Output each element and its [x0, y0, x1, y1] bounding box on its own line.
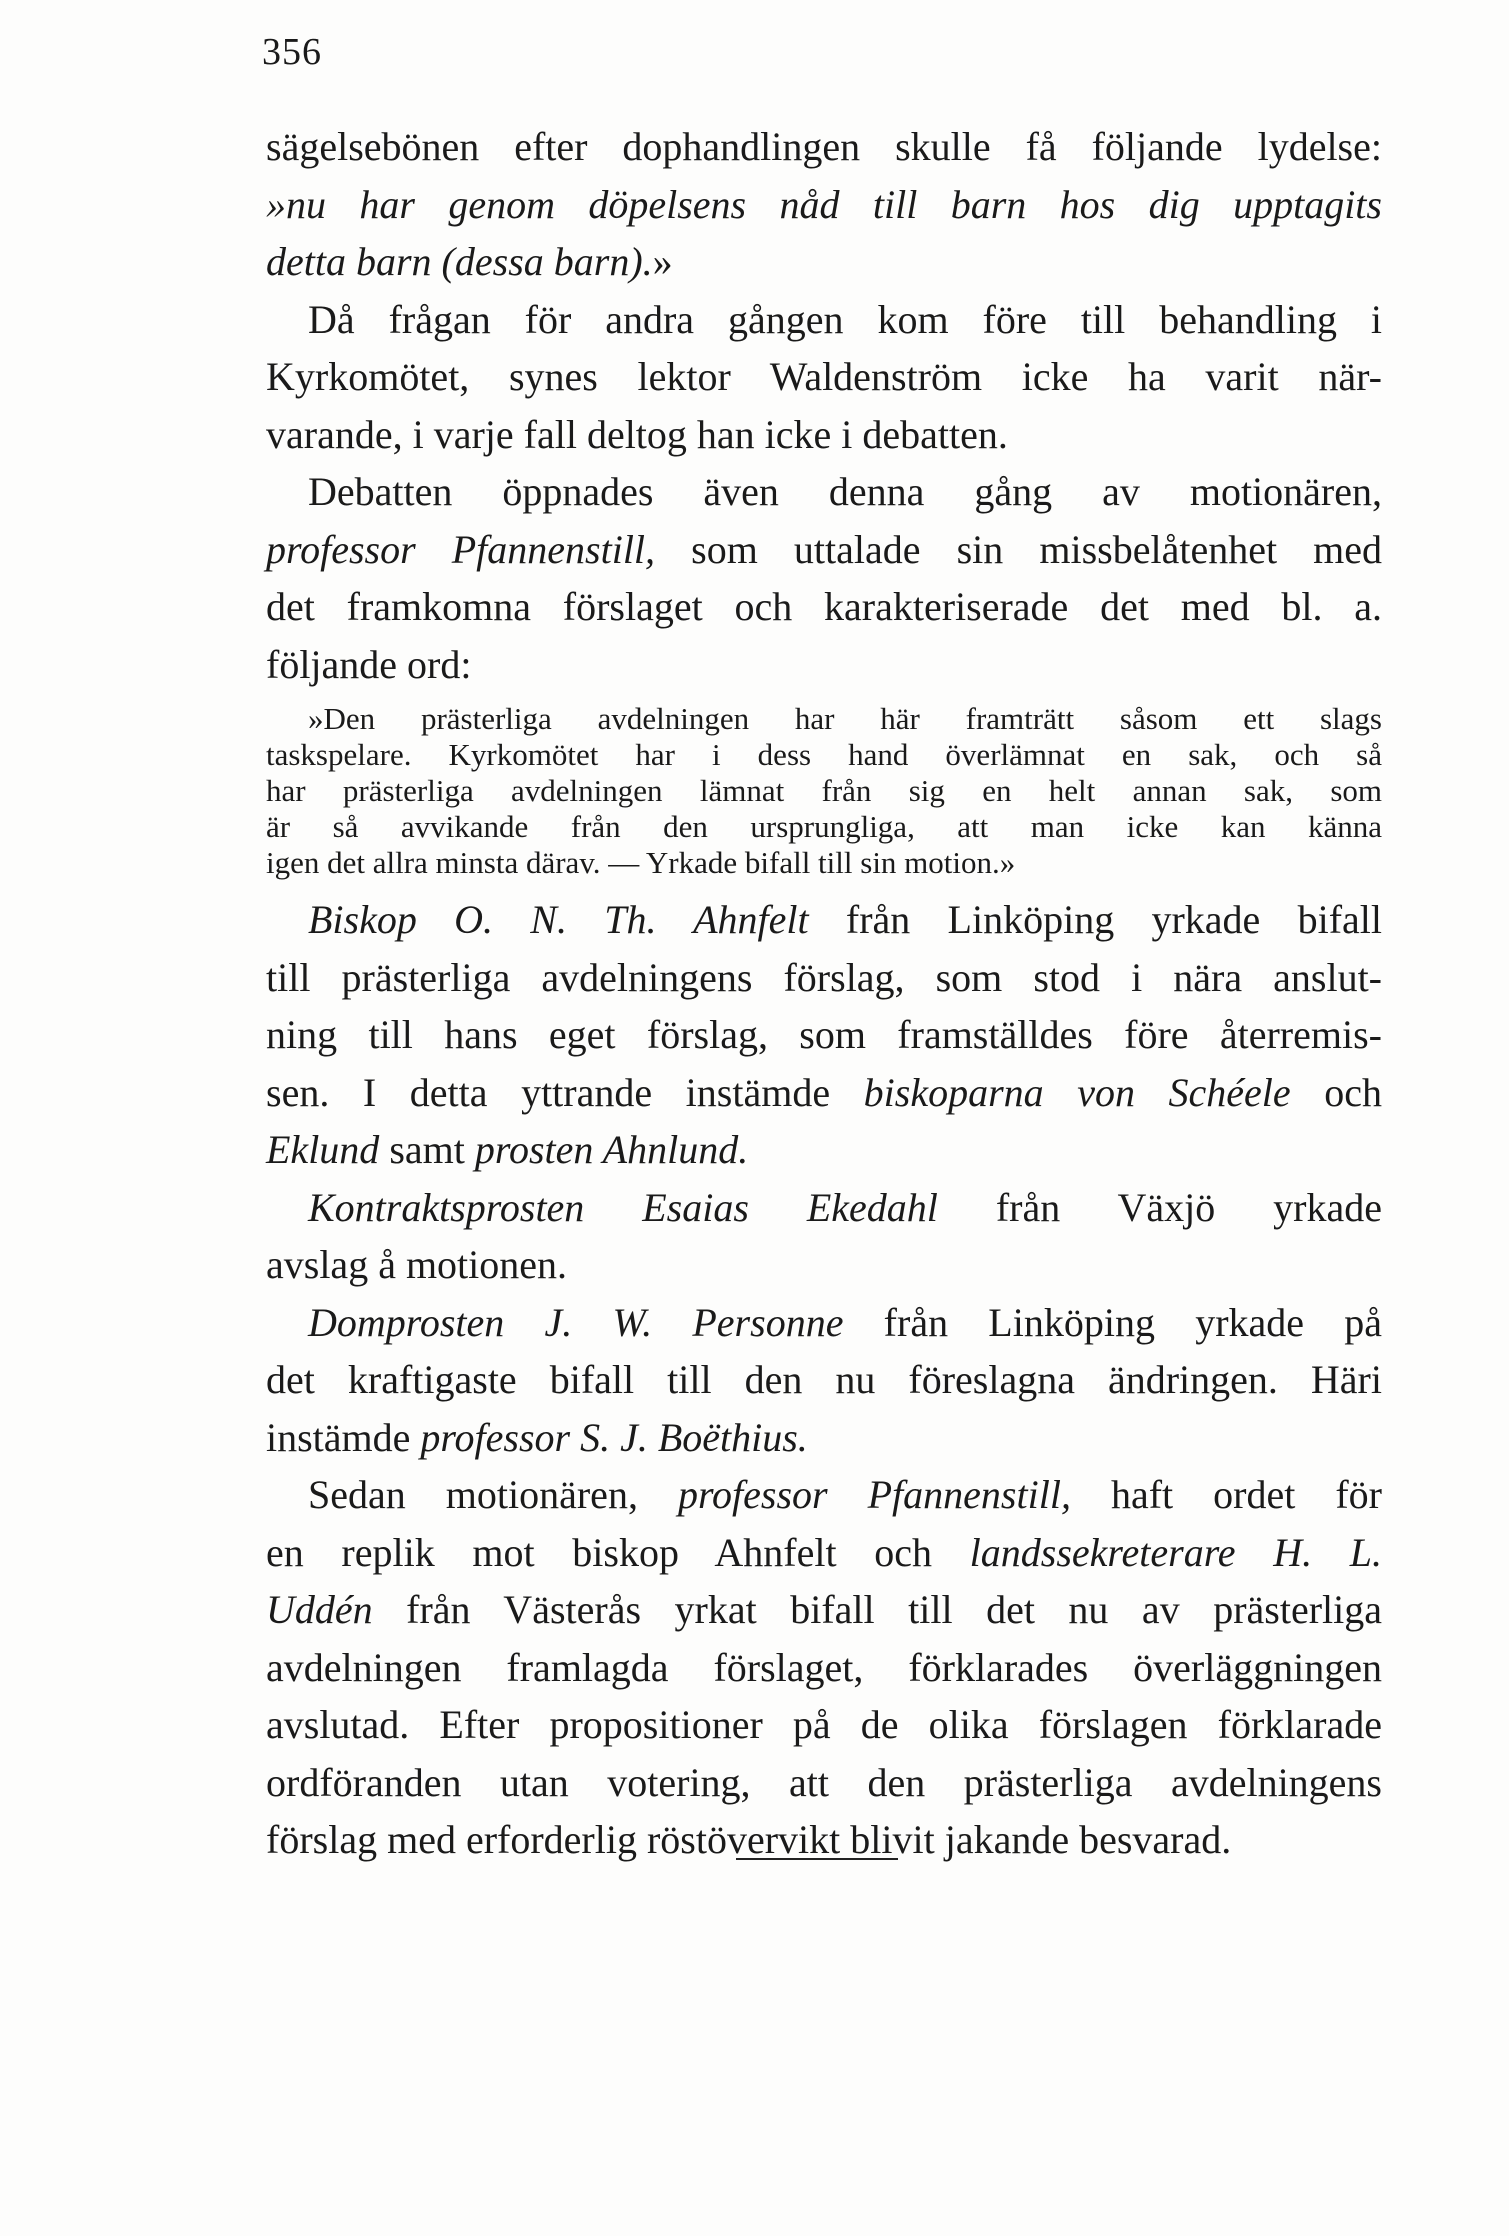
paragraphs-bottom — [266, 891, 1382, 1869]
italic-text: Domprosten J. W. Personne — [308, 1299, 844, 1345]
text-run: och — [1290, 1069, 1382, 1115]
text-run: Då frågan för andra gången kom före till behandling i — [308, 296, 1382, 342]
body-text — [266, 118, 1382, 1869]
quote-line: taskspelare. Kyrkomötet har i dess hand överlämnat en sak, och så — [266, 737, 1382, 772]
text-line — [266, 1294, 1382, 1352]
italic-text: detta barn (dessa barn). — [266, 239, 653, 284]
text-run: från Linköping yrkade bifall — [808, 897, 1382, 942]
italic-text: professor S. J. Boëthius. — [420, 1414, 808, 1460]
text-run: en replik mot biskop Ahnfelt och — [266, 1529, 970, 1575]
text-line — [266, 118, 1382, 176]
section-divider — [736, 1858, 898, 1860]
text-run: förslag med erforderlig röstövervikt blivit jakande besvarad. — [266, 1817, 1232, 1862]
text-line — [266, 1179, 1382, 1237]
text-line — [266, 348, 1382, 406]
italic-text: Biskop O. N. Th. Ahnfelt — [308, 897, 809, 942]
text-run: Sedan motionären, — [308, 1472, 678, 1517]
italic-text: landssekreterare H. L. — [969, 1529, 1382, 1575]
text-run: » — [652, 239, 673, 284]
text-run: ordföranden utan votering, att den prästerliga avdelningens — [266, 1759, 1382, 1805]
text-run: som uttalade sin missbelåtenhet med — [655, 526, 1383, 572]
quote-line: igen det allra minsta därav. — Yrkade bifall till sin motion.» — [266, 845, 1016, 880]
text-run: samt — [379, 1127, 475, 1172]
text-run: sen. I detta yttrande instämde — [266, 1069, 864, 1115]
italic-text: professor Pfannenstill, — [677, 1472, 1071, 1517]
text-run: ning till hans eget förslag, som framställdes före återremis- — [266, 1012, 1382, 1057]
text-line — [266, 1754, 1382, 1812]
text-line — [266, 949, 1382, 1007]
text-run: från Linköping yrkade på — [843, 1299, 1383, 1345]
text-line — [266, 406, 1382, 464]
text-line — [266, 176, 1382, 234]
paragraphs-top — [266, 118, 1382, 693]
text-line — [266, 1236, 1382, 1294]
text-run: det framkomna förslaget och karakteriserade det med bl. a. — [266, 584, 1382, 629]
text-line — [266, 521, 1382, 579]
quote-line: är så avvikande från den ursprungliga, att man icke kan känna — [266, 809, 1382, 844]
text-run: avslag å motionen. — [266, 1242, 568, 1287]
text-run: avslutad. Efter propositioner på de olika förslagen förklarade — [266, 1702, 1382, 1747]
text-line — [266, 1639, 1382, 1697]
text-line — [266, 578, 1382, 636]
text-run: Debatten öppnades även denna gång av motionären, — [308, 469, 1382, 514]
italic-text: biskoparna von Schéele — [863, 1069, 1291, 1115]
text-run: sägelsebönen efter dophandlingen skulle få följande lydelse: — [266, 124, 1382, 169]
text-run: från Växjö yrkade — [937, 1184, 1382, 1230]
text-run: från Västerås yrkat bifall till det nu av prästerliga — [372, 1587, 1382, 1632]
text-line — [266, 1466, 1382, 1524]
italic-text: prosten Ahnlund. — [474, 1127, 749, 1172]
text-run: varande, i varje fall deltog han icke i debatten. — [266, 411, 1008, 457]
text-line — [266, 1351, 1382, 1409]
text-line — [266, 233, 1382, 291]
text-line — [266, 291, 1382, 349]
text-run: till prästerliga avdelningens förslag, som stod i nära anslut- — [266, 954, 1382, 1000]
text-line — [266, 1581, 1382, 1639]
text-run: Kyrkomötet, synes lektor Waldenström icke ha varit när- — [266, 354, 1382, 399]
block-quote — [266, 701, 1382, 881]
italic-text: Eklund — [266, 1127, 380, 1172]
text-run: följande ord: — [266, 641, 472, 687]
italic-text: Uddén — [266, 1587, 373, 1632]
italic-text: Kontraktsprosten Esaias Ekedahl — [308, 1184, 938, 1230]
text-line — [266, 1121, 1382, 1179]
italic-text: professor Pfannenstill, — [266, 526, 656, 572]
text-run: avdelningen framlagda förslaget, förklarades överläggningen — [266, 1644, 1382, 1690]
text-line — [266, 1524, 1382, 1582]
quote-line: har prästerliga avdelningen lämnat från sig en helt annan sak, som — [266, 773, 1382, 808]
text-run: instämde — [266, 1414, 421, 1460]
text-line — [266, 891, 1382, 949]
text-line — [266, 463, 1382, 521]
text-line — [266, 1064, 1382, 1122]
text-run: haft ordet för — [1070, 1472, 1382, 1517]
text-line — [266, 1006, 1382, 1064]
text-run: det kraftigaste bifall till den nu föreslagna ändringen. Häri — [266, 1357, 1382, 1402]
text-line — [266, 636, 1382, 694]
italic-text: »nu har genom döpelsens nåd till barn hos dig upptagits — [266, 181, 1382, 227]
quote-line: »Den prästerliga avdelningen har här framträtt såsom ett slags — [308, 701, 1382, 736]
text-line — [266, 1696, 1382, 1754]
text-line — [266, 1409, 1382, 1467]
page-number: 356 — [262, 31, 322, 73]
